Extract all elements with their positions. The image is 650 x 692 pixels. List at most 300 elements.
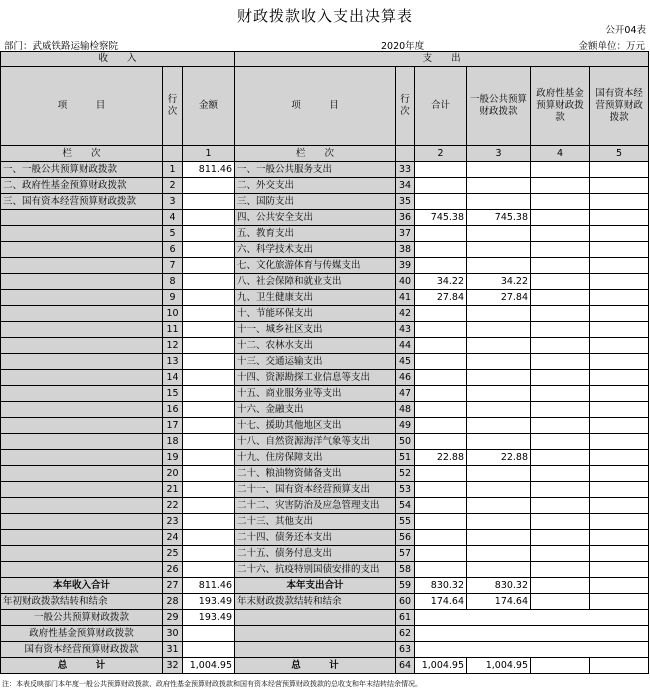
income-item-label xyxy=(1,530,163,546)
expense-rowno-header: 行次 xyxy=(396,67,415,146)
expense-total xyxy=(415,162,467,178)
expense-row-number: 44 xyxy=(396,338,415,354)
expense-row-number: 55 xyxy=(396,514,415,530)
carry-in-label: 年初财政拨款结转和结余 xyxy=(1,594,163,610)
expense-total-label: 本年支出合计 xyxy=(235,578,396,594)
table-row xyxy=(1,290,649,306)
table-row xyxy=(1,210,649,226)
expense-total xyxy=(415,242,467,258)
expense-total: 27.84 xyxy=(415,290,467,306)
income-amount xyxy=(183,242,235,258)
income-row-number: 20 xyxy=(163,466,183,482)
income-item-label xyxy=(1,514,163,530)
table-row xyxy=(1,498,649,514)
expense-gov-fund xyxy=(531,402,590,418)
expense-general-budget xyxy=(467,434,531,450)
report-title: 财政拨款收入支出决算表 xyxy=(236,7,413,25)
empty-cell xyxy=(590,578,649,594)
expense-item-label: 三、国防支出 xyxy=(235,194,396,210)
income-amount xyxy=(183,306,235,322)
expense-item-label: 四、公共安全支出 xyxy=(235,210,396,226)
expense-general-budget: 745.38 xyxy=(467,210,531,226)
table-row xyxy=(1,386,649,402)
expense-state-capital xyxy=(590,370,649,386)
empty-span xyxy=(415,610,649,626)
income-row-number: 14 xyxy=(163,370,183,386)
expense-total xyxy=(415,178,467,194)
expense-item-label: 二十一、国有资本经营预算支出 xyxy=(235,482,396,498)
carry-out-value: 174.64 xyxy=(415,594,467,610)
expense-total xyxy=(415,258,467,274)
expense-item-label: 二十三、其他支出 xyxy=(235,514,396,530)
table-row xyxy=(1,466,649,482)
expense-general-budget xyxy=(467,386,531,402)
expense-general-budget xyxy=(467,354,531,370)
income-amount xyxy=(183,562,235,578)
expense-row-number: 42 xyxy=(396,306,415,322)
income-amount xyxy=(183,370,235,386)
column-label-blank xyxy=(163,146,183,162)
expense-total-header: 合计 xyxy=(415,67,467,146)
expense-item-label: 二、外交支出 xyxy=(235,178,396,194)
income-amount xyxy=(183,434,235,450)
expense-general-budget xyxy=(467,194,531,210)
table-row xyxy=(1,370,649,386)
column-number: 5 xyxy=(590,146,649,162)
expense-row-number: 37 xyxy=(396,226,415,242)
expense-gov-fund xyxy=(531,306,590,322)
state-capital-header: 国有资本经营预算财政拨款 xyxy=(590,67,649,146)
expense-row-number: 54 xyxy=(396,498,415,514)
table-row xyxy=(1,258,649,274)
expense-state-capital xyxy=(590,306,649,322)
expense-total-value: 830.32 xyxy=(415,578,467,594)
expense-row-number: 48 xyxy=(396,402,415,418)
expense-total xyxy=(415,418,467,434)
table-row xyxy=(1,338,649,354)
expense-general-budget xyxy=(467,162,531,178)
expense-total xyxy=(415,194,467,210)
department-label: 部门：武威铁路运输检察院 xyxy=(4,41,119,52)
expense-state-capital xyxy=(590,514,649,530)
table-row xyxy=(1,194,649,210)
expense-general-budget xyxy=(467,306,531,322)
grand-total-right: 1,004.95 xyxy=(415,658,467,674)
expense-state-capital xyxy=(590,418,649,434)
expense-total xyxy=(415,226,467,242)
expense-state-capital xyxy=(590,242,649,258)
expense-row-number: 53 xyxy=(396,482,415,498)
expense-general-budget: 22.88 xyxy=(467,450,531,466)
row-number: 31 xyxy=(163,642,183,658)
empty-span xyxy=(415,642,649,658)
expense-row-number: 51 xyxy=(396,450,415,466)
expense-total xyxy=(415,386,467,402)
expense-general-budget xyxy=(467,402,531,418)
expense-total xyxy=(415,514,467,530)
income-row-number: 3 xyxy=(163,194,183,210)
row-number: 62 xyxy=(396,626,415,642)
amount-unit: 金额单位：万元 xyxy=(578,41,645,52)
grand-total-label-right: 总 计 xyxy=(235,658,396,674)
income-amount xyxy=(183,482,235,498)
income-item-label xyxy=(1,418,163,434)
expense-gov-fund xyxy=(531,546,590,562)
expense-general-budget xyxy=(467,242,531,258)
row-number: 64 xyxy=(396,658,415,674)
expense-row-number: 58 xyxy=(396,562,415,578)
expense-row-number: 33 xyxy=(396,162,415,178)
expense-state-capital xyxy=(590,178,649,194)
expense-state-capital xyxy=(590,482,649,498)
empty-label xyxy=(235,642,396,658)
carry-out-general: 174.64 xyxy=(467,594,531,610)
column-number: 3 xyxy=(467,146,531,162)
carry-in-capital-label: 国有资本经营预算财政拨款 xyxy=(1,642,163,658)
expense-total: 22.88 xyxy=(415,450,467,466)
table-row xyxy=(1,482,649,498)
expense-item-label: 十三、交通运输支出 xyxy=(235,354,396,370)
expense-state-capital xyxy=(590,210,649,226)
expense-state-capital xyxy=(590,338,649,354)
income-row-number: 24 xyxy=(163,530,183,546)
expense-gov-fund xyxy=(531,514,590,530)
income-row-number: 18 xyxy=(163,434,183,450)
row-number: 60 xyxy=(396,594,415,610)
expense-item-label: 九、卫生健康支出 xyxy=(235,290,396,306)
expense-general-budget xyxy=(467,258,531,274)
column-number: 1 xyxy=(183,146,235,162)
expense-gov-fund xyxy=(531,210,590,226)
table-row xyxy=(1,562,649,578)
expense-item-label: 一、一般公共服务支出 xyxy=(235,162,396,178)
expense-gov-fund xyxy=(531,418,590,434)
grand-total-general: 1,004.95 xyxy=(467,658,531,674)
expense-gov-fund xyxy=(531,322,590,338)
expense-row-number: 46 xyxy=(396,370,415,386)
row-number: 63 xyxy=(396,642,415,658)
expense-gov-fund xyxy=(531,258,590,274)
expense-general-budget xyxy=(467,322,531,338)
table-row xyxy=(1,434,649,450)
income-row-number: 2 xyxy=(163,178,183,194)
expense-total xyxy=(415,466,467,482)
expense-general-budget xyxy=(467,418,531,434)
income-item-label xyxy=(1,562,163,578)
expense-total xyxy=(415,402,467,418)
income-item-label xyxy=(1,226,163,242)
income-amount xyxy=(183,530,235,546)
expense-item-label: 十一、城乡社区支出 xyxy=(235,322,396,338)
income-row-number: 23 xyxy=(163,514,183,530)
income-row-number: 17 xyxy=(163,418,183,434)
table-row xyxy=(1,402,649,418)
expense-general-budget xyxy=(467,546,531,562)
expense-row-number: 45 xyxy=(396,354,415,370)
carry-in-value: 193.49 xyxy=(183,594,235,610)
income-row-number: 11 xyxy=(163,322,183,338)
expense-gov-fund xyxy=(531,466,590,482)
expense-item-label: 五、教育支出 xyxy=(235,226,396,242)
finance-table xyxy=(0,51,649,674)
empty-label xyxy=(235,626,396,642)
expense-gov-fund xyxy=(531,178,590,194)
income-item-label xyxy=(1,322,163,338)
income-item-label xyxy=(1,402,163,418)
income-amount xyxy=(183,546,235,562)
expense-section-header: 支 出 xyxy=(235,52,649,67)
expense-row-number: 50 xyxy=(396,434,415,450)
row-number: 61 xyxy=(396,610,415,626)
table-row xyxy=(1,530,649,546)
income-amount xyxy=(183,226,235,242)
expense-item-label: 十五、商业服务业等支出 xyxy=(235,386,396,402)
expense-total xyxy=(415,562,467,578)
expense-gov-fund xyxy=(531,226,590,242)
expense-total: 34.22 xyxy=(415,274,467,290)
expense-general-budget xyxy=(467,514,531,530)
expense-gov-fund xyxy=(531,274,590,290)
income-amount xyxy=(183,450,235,466)
income-amount xyxy=(183,418,235,434)
expense-total: 745.38 xyxy=(415,210,467,226)
expense-item-label: 二十五、债务付息支出 xyxy=(235,546,396,562)
expense-general-budget xyxy=(467,562,531,578)
row-number: 28 xyxy=(163,594,183,610)
expense-gov-fund xyxy=(531,290,590,306)
empty-cell xyxy=(183,626,235,642)
expense-row-number: 49 xyxy=(396,418,415,434)
expense-gov-fund xyxy=(531,242,590,258)
general-budget-header: 一般公共预算财政拨款 xyxy=(467,67,531,146)
expense-row-number: 40 xyxy=(396,274,415,290)
expense-gov-fund xyxy=(531,498,590,514)
expense-state-capital xyxy=(590,402,649,418)
expense-state-capital xyxy=(590,274,649,290)
column-label: 栏 次 xyxy=(1,146,163,162)
income-amount xyxy=(183,338,235,354)
income-item-label xyxy=(1,386,163,402)
column-number: 2 xyxy=(415,146,467,162)
income-row-number: 15 xyxy=(163,386,183,402)
expense-item-label: 八、社会保障和就业支出 xyxy=(235,274,396,290)
expense-gov-fund xyxy=(531,370,590,386)
income-total-value: 811.46 xyxy=(183,578,235,594)
column-label-blank xyxy=(396,146,415,162)
empty-cell xyxy=(531,578,590,594)
expense-state-capital xyxy=(590,290,649,306)
income-item-header: 项 目 xyxy=(1,67,163,146)
expense-state-capital xyxy=(590,354,649,370)
income-section-header: 收 入 xyxy=(1,52,235,67)
expense-row-number: 41 xyxy=(396,290,415,306)
income-row-number: 13 xyxy=(163,354,183,370)
income-item-label xyxy=(1,354,163,370)
expense-row-number: 35 xyxy=(396,194,415,210)
income-item-label: 二、政府性基金预算财政拨款 xyxy=(1,178,163,194)
expense-gov-fund xyxy=(531,354,590,370)
income-row-number: 1 xyxy=(163,162,183,178)
expense-item-label: 十七、援助其他地区支出 xyxy=(235,418,396,434)
income-total-label: 本年收入合计 xyxy=(1,578,163,594)
income-amount xyxy=(183,322,235,338)
expense-state-capital xyxy=(590,562,649,578)
income-row-number: 5 xyxy=(163,226,183,242)
income-row-number: 7 xyxy=(163,258,183,274)
expense-state-capital xyxy=(590,226,649,242)
income-row-number: 16 xyxy=(163,402,183,418)
expense-row-number: 36 xyxy=(396,210,415,226)
income-amount xyxy=(183,386,235,402)
income-amount xyxy=(183,354,235,370)
expense-item-label: 二十二、灾害防治及应急管理支出 xyxy=(235,498,396,514)
expense-item-label: 二十六、抗疫特别国债安排的支出 xyxy=(235,562,396,578)
expense-item-label: 十、节能环保支出 xyxy=(235,306,396,322)
form-number: 公开04表 xyxy=(605,25,646,36)
table-row xyxy=(1,546,649,562)
income-item-label xyxy=(1,242,163,258)
income-row-number: 19 xyxy=(163,450,183,466)
income-item-label xyxy=(1,498,163,514)
income-row-number: 22 xyxy=(163,498,183,514)
table-row xyxy=(1,322,649,338)
empty-cell xyxy=(531,658,590,674)
expense-row-number: 43 xyxy=(396,322,415,338)
expense-state-capital xyxy=(590,194,649,210)
table-row xyxy=(1,226,649,242)
income-item-label xyxy=(1,482,163,498)
income-item-label: 三、国有资本经营预算财政拨款 xyxy=(1,194,163,210)
expense-item-label: 十二、农林水支出 xyxy=(235,338,396,354)
table-row xyxy=(1,242,649,258)
row-number: 29 xyxy=(163,610,183,626)
income-amount xyxy=(183,210,235,226)
income-amount-header: 金额 xyxy=(183,67,235,146)
expense-total-general: 830.32 xyxy=(467,578,531,594)
expense-total xyxy=(415,338,467,354)
income-row-number: 21 xyxy=(163,482,183,498)
income-amount xyxy=(183,274,235,290)
income-amount xyxy=(183,178,235,194)
expense-item-label: 二十四、债务还本支出 xyxy=(235,530,396,546)
expense-general-budget xyxy=(467,498,531,514)
income-amount: 811.46 xyxy=(183,162,235,178)
expense-general-budget xyxy=(467,466,531,482)
empty-cell xyxy=(590,658,649,674)
expense-state-capital xyxy=(590,434,649,450)
expense-state-capital xyxy=(590,162,649,178)
income-item-label xyxy=(1,306,163,322)
carry-in-govfund-label: 政府性基金预算财政拨款 xyxy=(1,626,163,642)
table-row xyxy=(1,274,649,290)
income-rowno-header: 行次 xyxy=(163,67,183,146)
income-item-label xyxy=(1,210,163,226)
expense-row-number: 56 xyxy=(396,530,415,546)
expense-total xyxy=(415,530,467,546)
expense-state-capital xyxy=(590,498,649,514)
expense-gov-fund xyxy=(531,562,590,578)
empty-span xyxy=(415,626,649,642)
expense-state-capital xyxy=(590,258,649,274)
expense-item-label: 十六、金融支出 xyxy=(235,402,396,418)
expense-general-budget xyxy=(467,226,531,242)
expense-gov-fund xyxy=(531,386,590,402)
expense-item-label: 六、科学技术支出 xyxy=(235,242,396,258)
carry-out-label: 年末财政拨款结转和结余 xyxy=(235,594,396,610)
income-row-number: 4 xyxy=(163,210,183,226)
expense-general-budget: 27.84 xyxy=(467,290,531,306)
footnote: 注：本表反映部门本年度一般公共预算财政拨款、政府性基金预算财政拨款和国有资本经营预算财政拨款的总收支和年末结转结余情况。 xyxy=(2,680,422,688)
expense-gov-fund xyxy=(531,450,590,466)
income-item-label xyxy=(1,434,163,450)
table-row xyxy=(1,306,649,322)
gov-fund-header: 政府性基金预算财政拨款 xyxy=(531,67,590,146)
expense-gov-fund xyxy=(531,434,590,450)
income-amount xyxy=(183,402,235,418)
expense-row-number: 39 xyxy=(396,258,415,274)
column-label: 栏 次 xyxy=(235,146,396,162)
income-item-label xyxy=(1,338,163,354)
carry-in-general-value: 193.49 xyxy=(183,610,235,626)
expense-total xyxy=(415,482,467,498)
income-row-number: 12 xyxy=(163,338,183,354)
income-amount xyxy=(183,498,235,514)
row-number: 59 xyxy=(396,578,415,594)
expense-total xyxy=(415,354,467,370)
expense-total xyxy=(415,322,467,338)
income-row-number: 25 xyxy=(163,546,183,562)
expense-state-capital xyxy=(590,322,649,338)
row-number: 27 xyxy=(163,578,183,594)
expense-total xyxy=(415,498,467,514)
expense-item-label: 十八、自然资源海洋气象等支出 xyxy=(235,434,396,450)
column-number: 4 xyxy=(531,146,590,162)
expense-row-number: 47 xyxy=(396,386,415,402)
expense-item-header: 项 目 xyxy=(235,67,396,146)
expense-item-label: 七、文化旅游体育与传媒支出 xyxy=(235,258,396,274)
income-row-number: 26 xyxy=(163,562,183,578)
income-amount xyxy=(183,258,235,274)
table-row xyxy=(1,162,649,178)
income-row-number: 10 xyxy=(163,306,183,322)
table-row xyxy=(1,450,649,466)
empty-cell xyxy=(531,594,590,610)
expense-item-label: 二十、粮油物资储备支出 xyxy=(235,466,396,482)
expense-general-budget xyxy=(467,530,531,546)
empty-cell xyxy=(590,594,649,610)
expense-row-number: 52 xyxy=(396,466,415,482)
income-item-label xyxy=(1,290,163,306)
expense-gov-fund xyxy=(531,482,590,498)
expense-total xyxy=(415,434,467,450)
income-item-label xyxy=(1,450,163,466)
income-amount xyxy=(183,194,235,210)
table-row xyxy=(1,354,649,370)
expense-gov-fund xyxy=(531,338,590,354)
expense-total xyxy=(415,370,467,386)
expense-state-capital xyxy=(590,450,649,466)
empty-cell xyxy=(183,642,235,658)
expense-row-number: 34 xyxy=(396,178,415,194)
income-item-label: 一、一般公共预算财政拨款 xyxy=(1,162,163,178)
grand-total-label-left: 总 计 xyxy=(1,658,163,674)
income-row-number: 9 xyxy=(163,290,183,306)
income-item-label xyxy=(1,546,163,562)
expense-item-label: 十九、住房保障支出 xyxy=(235,450,396,466)
expense-general-budget xyxy=(467,482,531,498)
expense-general-budget xyxy=(467,178,531,194)
income-item-label xyxy=(1,274,163,290)
